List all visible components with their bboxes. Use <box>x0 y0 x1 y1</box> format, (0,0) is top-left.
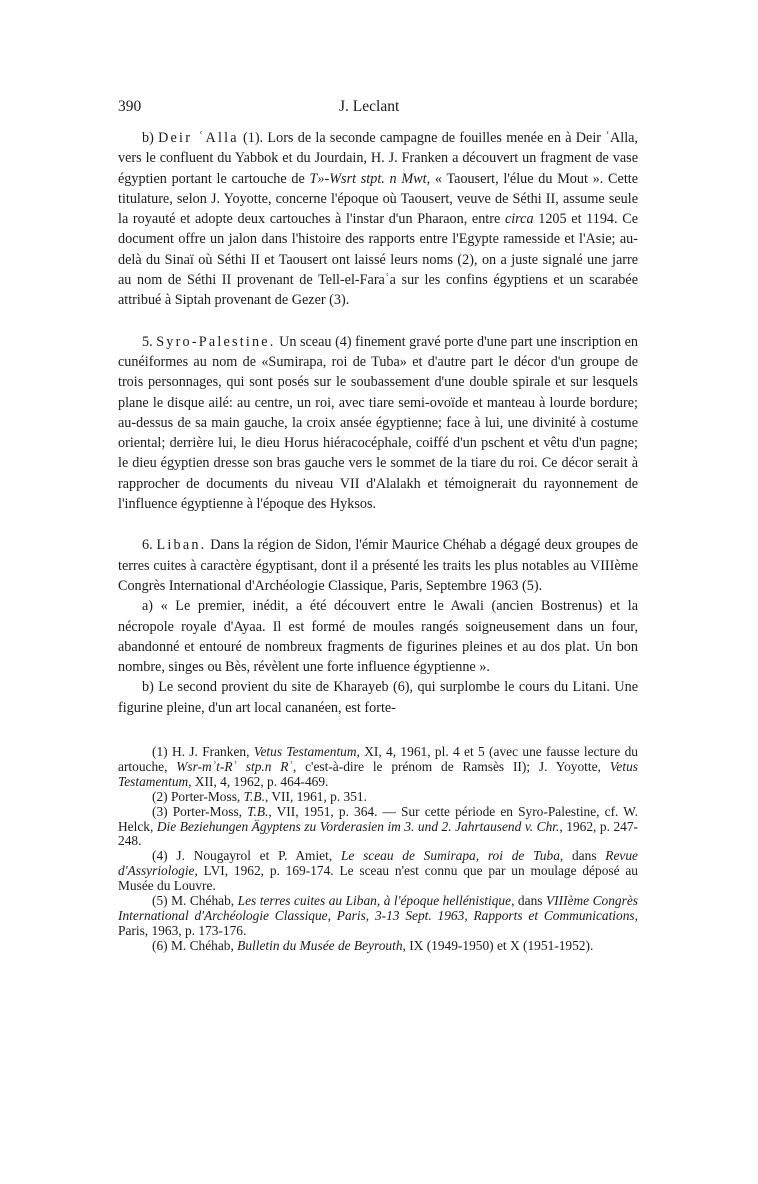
footnote-3: (3) Porter-Moss, T.B., VII, 1951, p. 364. — Sur cette période en Syro-Palestine, cf. W. Helck, Die Beziehungen Ägyptens zu Vorderasien im 3. und 2. Jahrtausend v. Chr., 1962, p. 247-248. <box>118 803 639 849</box>
document-page <box>118 98 638 954</box>
paragraph-syro-palestine: 5. Syro-Palestine. Un sceau (4) finement gravé porte d'une part une inscription en cunéiformes au nom de «Sumirapa, roi de Tuba» et d'autre part le décor d'un groupe de trois personnages, qui sont posés sur le soubassement d'une double spirale et sur lesquels plane le disque ailé: au centre, un roi, avec tiare semi-ovoïde et manteau à lourde bordure; au-dessus de sa main gauche, la croix ansée égyptienne; face à lui, une divinité à costume oriental; derrière lui, le dieu Horus hiéracocéphale, coiffé d'un pschent et vêtu d'un pagne; le dieu égyptien dresse son bras gauche vers le sommet de la tiare du roi. Ce décor serait à rapprocher de documents du niveau VII d'Alalakh et témoignerait du rayonnement de l'influence égyptienne à l'époque des Hyksos. <box>118 333 638 513</box>
footnote-6: (6) M. Chéhab, Bulletin du Musée de Beyrouth, IX (1949-1950) et X (1951-1952). <box>152 937 594 953</box>
paragraph-deir-alla: b) Deir ʿAlla (1). Lors de la seconde campagne de fouilles menée en à Deir ʿAlla, vers le confluent du Yabbok et du Jourdain, H. J. Franken a découvert un fragment de vase égyptien portant le cartouche de T»-Wsrt stpt. n Mwt, « Taousert, l'élue du Mout ». Cette titulature, selon J. Yoyotte, concerne l'époque où Taousert, veuve de Séthi II, assume seule la royauté et adopte deux cartouches à l'instar d'un Pharaon, entre circa 1205 et 1194. Ce document offre un jalon dans l'histoire des rapports entre l'Egypte ramesside et l'Asie; au-delà du Sinaï où Séthi II et Taousert ont laissé leurs noms (2), on a juste signalé une jarre au nom de Séthi II provenant de Tell-el-Faraʿa sur les confins égyptiens et un scarabée attribué à Siptah provenant de Gezer (3). <box>118 130 639 309</box>
section-heading: Liban. <box>156 537 207 554</box>
paragraph-liban-a: a) « Le premier, inédit, a été découvert entre le Awali (ancien Bostrenus) et la nécropole royale d'Ayaa. Il est formé de moules rangés soigneusement dans un four, abandonné et entouré de nombreux fragments de figurines pleines et au dos plat. Un bon nombre, singes ou Bès, révèlent une forte influence égyptienne ». <box>118 598 638 676</box>
footnote-1: (1) H. J. Franken, Vetus Testamentum, XI, 4, 1961, pl. 4 et 5 (avec une fausse lecture du artouche, Wsr-mʾt-Rʿ stp.n Rʿ, c'est-à-dire le prénom de Ramsès II); J. Yoyotte, Vetus Testamentum, XII, 4, 1962, p. 464-469. <box>118 744 639 789</box>
body-text <box>118 128 638 718</box>
paragraph-liban: 6. Liban. Dans la région de Sidon, l'émir Maurice Chéhab a dégagé deux groupes de terres cuites à caractère égyptisant, dont il a présenté les traits les plus notables au VIIIème Congrès International d'Archéologie Classique, Paris, Septembre 1963 (5). <box>118 537 639 594</box>
running-head: J. Leclant <box>339 98 400 115</box>
footnote-2: (2) Porter-Moss, T.B., VII, 1961, p. 351. <box>152 788 367 804</box>
page-number: 390 <box>118 98 142 115</box>
footnote-5: (5) M. Chéhab, Les terres cuites au Liban, à l'époque hellénistique, dans VIIIème Congrès International d'Archéologie Classique, Paris, 3-13 Sept. 1963, Rapports et Communications, Paris, 1963, p. 173-176. <box>118 893 638 938</box>
section-heading: Deir ʿAlla <box>158 130 239 146</box>
page-header <box>118 98 638 124</box>
paragraph-liban-b: b) Le second provient du site de Kharayeb (6), qui surplombe le cours du Litani. Une figurine pleine, d'un art local cananéen, est forte- <box>118 679 638 716</box>
footnotes <box>118 745 638 954</box>
section-heading: Syro-Palestine. <box>156 333 276 350</box>
footnote-4: (4) J. Nougayrol et P. Amiet, Le sceau de Sumirapa, roi de Tuba, dans Revue d'Assyriologie, LVI, 1962, p. 169-174. Le sceau n'est connu que par un moulage déposé au Musée du Louvre. <box>118 848 638 894</box>
